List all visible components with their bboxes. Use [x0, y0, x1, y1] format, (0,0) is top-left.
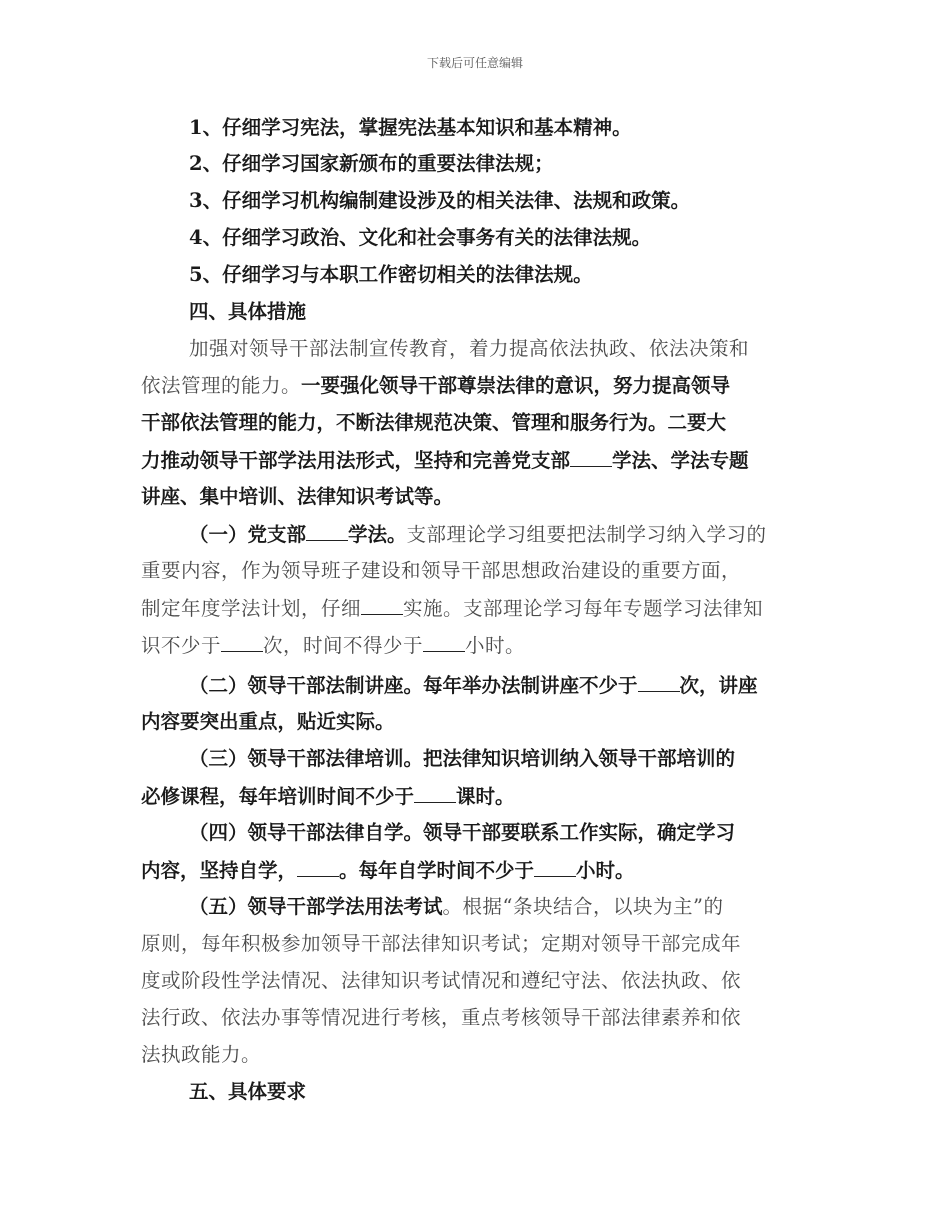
paragraph-line: 内容要突出重点，贴近实际。 [141, 710, 395, 733]
paragraph-line [189, 895, 723, 919]
paragraph-line [141, 596, 763, 621]
paragraph-line [141, 633, 525, 658]
text-run: 制定年度学法计划，仔细 [141, 597, 362, 620]
paragraph-line [141, 784, 515, 809]
text-run: 小时。 [576, 859, 635, 882]
section-heading-5: 五、具体要求 [189, 1080, 307, 1103]
paragraph-line: 干部依法管理的能力，不断法律规范决策、管理和服务行为。二要大 [141, 411, 727, 434]
paragraph-line: （三）领导干部法律培训。把法律知识培训纳入领导干部培训的 [189, 747, 736, 770]
paragraph-line: 重要内容，作为领导班子建设和领导干部思想政治建设的重要方面， [141, 559, 742, 582]
text-run: 实施。支部理论学习每年专题学习法律知 [403, 597, 764, 620]
text-run: 识不少于 [141, 634, 222, 657]
text-run: 小时。 [465, 634, 526, 657]
text-run: 一要强化领导干部尊崇法律的意识，努力提高领导 [301, 374, 731, 397]
paragraph-line: 法执政能力。 [141, 1043, 262, 1066]
section-heading-4: 四、具体措施 [189, 300, 307, 323]
fill-blank [638, 673, 680, 692]
fill-blank [534, 858, 576, 877]
paragraph-line [141, 448, 749, 473]
text-run: （一）党支部 [189, 523, 307, 546]
paragraph-line: 加强对领导干部法制宣传教育，着力提高依法执政、依法决策和 [189, 337, 750, 360]
item-3: 3、仔细学习机构编制建设涉及的相关法律、法规和政策。 [189, 189, 691, 212]
text-run: 必修课程，每年培训时间不少于 [141, 785, 415, 808]
item-5: 5、仔细学习与本职工作密切相关的法律法规。 [189, 263, 593, 286]
fill-blank [570, 448, 612, 467]
text-run: 支部理论学习组要把法制学习纳入学习的 [406, 523, 767, 546]
text-run: 。根据“条块结合，以块为主”的 [442, 895, 724, 918]
paragraph-line: 度或阶段性学法情况、法律知识考试情况和遵纪守法、依法执政、依 [141, 969, 742, 992]
paragraph-line [141, 374, 730, 398]
paragraph-line [141, 858, 635, 883]
fill-blank [361, 596, 403, 615]
paragraph-line: 法行政、依法办事等情况进行考核，重点考核领导干部法律素养和依 [141, 1006, 742, 1029]
text-run: 学法、学法专题 [612, 449, 749, 472]
text-run: 课时。 [456, 785, 515, 808]
item-4: 4、仔细学习政治、文化和社会事务有关的法律法规。 [189, 226, 652, 249]
fill-blank [414, 784, 456, 803]
fill-blank [306, 522, 348, 541]
text-run: （五）领导干部学法用法考试 [189, 895, 443, 918]
paragraph-line: 原则，每年积极参加领导干部法律知识考试；定期对领导干部完成年 [141, 932, 742, 955]
paragraph-line: 讲座、集中培训、法律知识考试等。 [141, 485, 454, 508]
text-run: 内容，坚持自学， [141, 859, 298, 882]
fill-blank [297, 858, 339, 877]
text-run: 学法。 [348, 523, 407, 546]
text-run: 力推动领导干部学法用法形式，坚持和完善党支部 [141, 449, 571, 472]
page-header: 下载后可任意编辑 [426, 56, 523, 70]
paragraph-line [189, 522, 767, 547]
paragraph-line: （四）领导干部法律自学。领导干部要联系工作实际，确定学习 [189, 821, 736, 844]
fill-blank [221, 633, 263, 652]
paragraph-line [189, 673, 758, 698]
fill-blank [423, 633, 465, 652]
text-run: （二）领导干部法制讲座。每年举办法制讲座不少于 [189, 674, 638, 697]
item-2: 2、仔细学习国家新颁布的重要法律法规； [189, 152, 554, 175]
item-1: 1、仔细学习宪法，掌握宪法基本知识和基本精神。 [189, 116, 632, 139]
text-run: 次，时间不得少于 [263, 634, 424, 657]
text-run: 次，讲座 [679, 674, 758, 697]
text-run: 依法管理的能力。 [141, 374, 302, 397]
text-run: 。每年自学时间不少于 [339, 859, 535, 882]
